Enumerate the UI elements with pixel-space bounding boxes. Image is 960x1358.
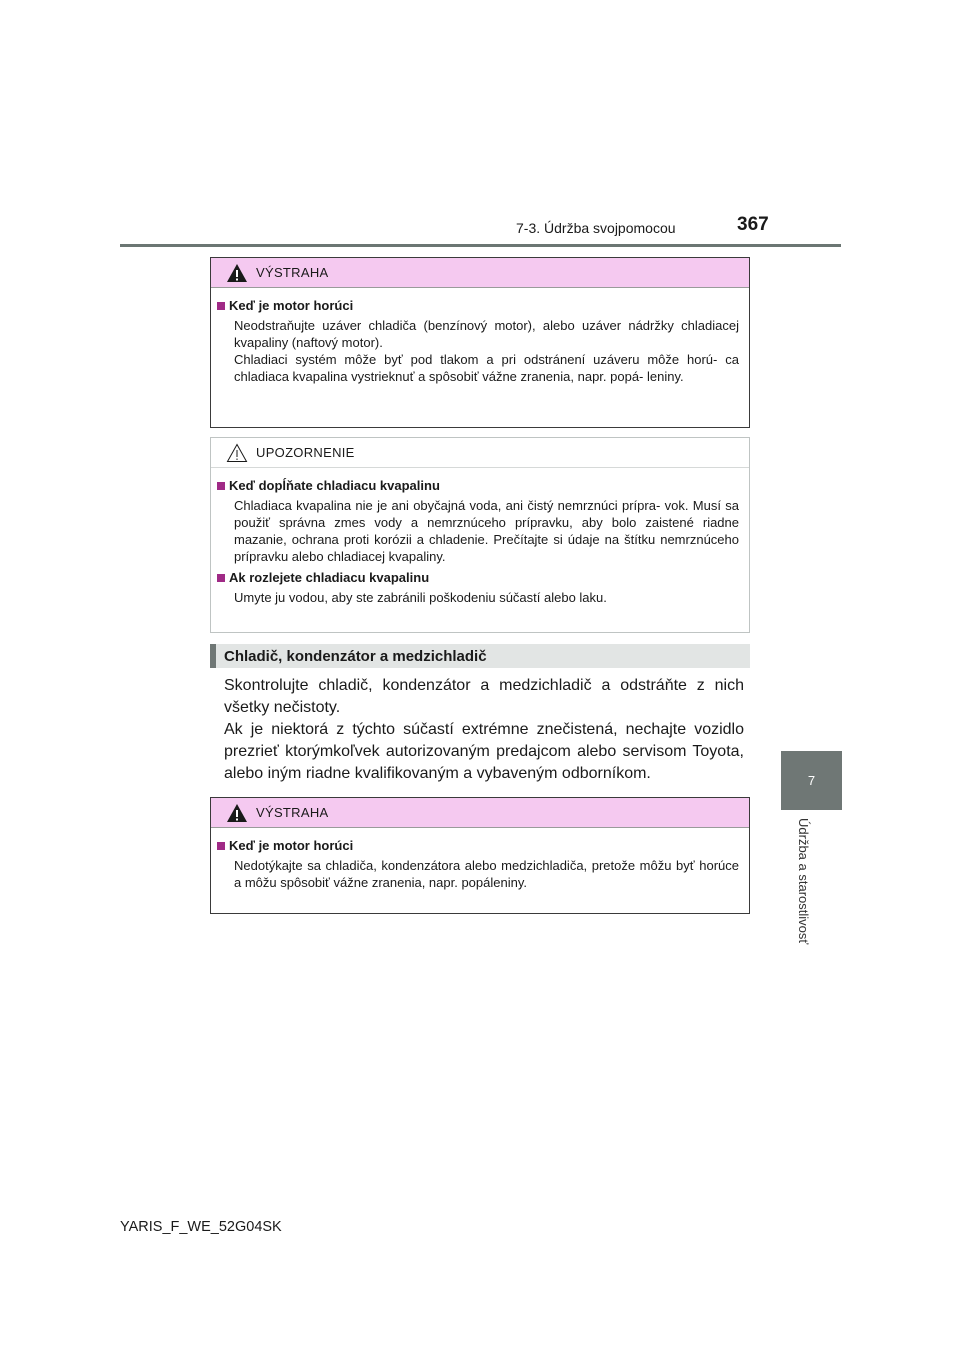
chapter-title: Údržba a starostlivosť	[796, 818, 811, 945]
header-section-title: 7-3. Údržba svojpomocou	[516, 220, 676, 236]
item-title	[217, 298, 739, 313]
section-heading: Chladič, kondenzátor a medzichladič	[210, 644, 750, 668]
bullet-square-icon	[217, 842, 225, 850]
caution-header	[211, 438, 749, 468]
chapter-number: 7	[807, 773, 816, 788]
item-title	[217, 570, 739, 585]
caution-body	[211, 468, 749, 618]
item-paragraph: Chladiaca kvapalina nie je ani obyčajná voda, ani čistý nemrznúci prípra- vok. Musí sa použiť správna zmes vody a nemrznúceho prípravku, aby bolo zaistené riadne mazanie, ochrana proti korózii a chladenie. Prečítajte si údaje na štítku nemrznúceho prípravku alebo chladiacej kvapaliny.	[234, 498, 739, 564]
body-paragraph: Ak je niektorá z týchto súčastí extrémne znečistená, nechajte vozidlo prezrieť ktorýmkoľvek autorizovaným predajcom alebo servisom Toyota, alebo iným riadne kvalifikovaným a vybaveným odborníkom.	[224, 721, 744, 782]
item-paragraph: Umyte ju vodou, aby ste zabránili poškodeniu súčastí alebo laku.	[234, 590, 607, 605]
item-text	[234, 589, 739, 606]
warning-triangle-icon	[226, 263, 248, 283]
bullet-square-icon	[217, 482, 225, 490]
body-paragraph: Skontrolujte chladič, kondenzátor a medzichladič a odstráňte z nich všetky nečistoty.	[224, 677, 744, 716]
item-title	[217, 478, 739, 493]
item-title-text: Keď je motor horúci	[229, 838, 354, 853]
chapter-tab	[781, 751, 842, 810]
caution-triangle-icon	[226, 443, 248, 463]
warning-label: VÝSTRAHA	[256, 265, 329, 280]
warning-box	[210, 257, 750, 428]
item-title-text: Keď dopĺňate chladiacu kvapalinu	[229, 478, 440, 493]
page-number: 367	[737, 214, 769, 235]
item-text	[234, 497, 739, 565]
item-paragraph: Neodstraňujte uzáver chladiča (benzínový motor), alebo uzáver nádržky chladiacej kvapaliny (naftový motor).	[234, 318, 739, 350]
warning-triangle-icon	[226, 803, 248, 823]
bullet-square-icon	[217, 574, 225, 582]
warning-label: VÝSTRAHA	[256, 805, 329, 820]
item-title-text: Keď je motor horúci	[229, 298, 354, 313]
footer-code: YARIS_F_WE_52G04SK	[120, 1219, 282, 1235]
warning-item	[217, 298, 739, 385]
header-rule	[120, 244, 841, 247]
item-text	[234, 317, 739, 385]
warning-body	[211, 828, 749, 903]
item-title	[217, 838, 739, 853]
warning-item	[217, 838, 739, 891]
item-title-text: Ak rozlejete chladiacu kvapalinu	[229, 570, 430, 585]
item-text	[234, 857, 739, 891]
warning-header	[211, 258, 749, 288]
warning-body	[211, 288, 749, 397]
caution-item	[217, 478, 739, 565]
section-body	[224, 675, 744, 785]
caution-item	[217, 570, 739, 606]
warning-header	[211, 798, 749, 828]
warning-box	[210, 797, 750, 914]
caution-label: UPOZORNENIE	[256, 445, 355, 460]
bullet-square-icon	[217, 302, 225, 310]
item-paragraph: Chladiaci systém môže byť pod tlakom a pri odstránení uzáveru môže horú- ca chladiaca kvapalina vystrieknuť a spôsobiť vážne zranenia, napr. popá- leniny.	[234, 352, 739, 384]
caution-box	[210, 437, 750, 633]
item-paragraph: Nedotýkajte sa chladiča, kondenzátora alebo medzichladiča, pretože môžu byť horúce a môžu spôsobiť vážne zranenia, napr. popáleniny.	[234, 858, 739, 890]
